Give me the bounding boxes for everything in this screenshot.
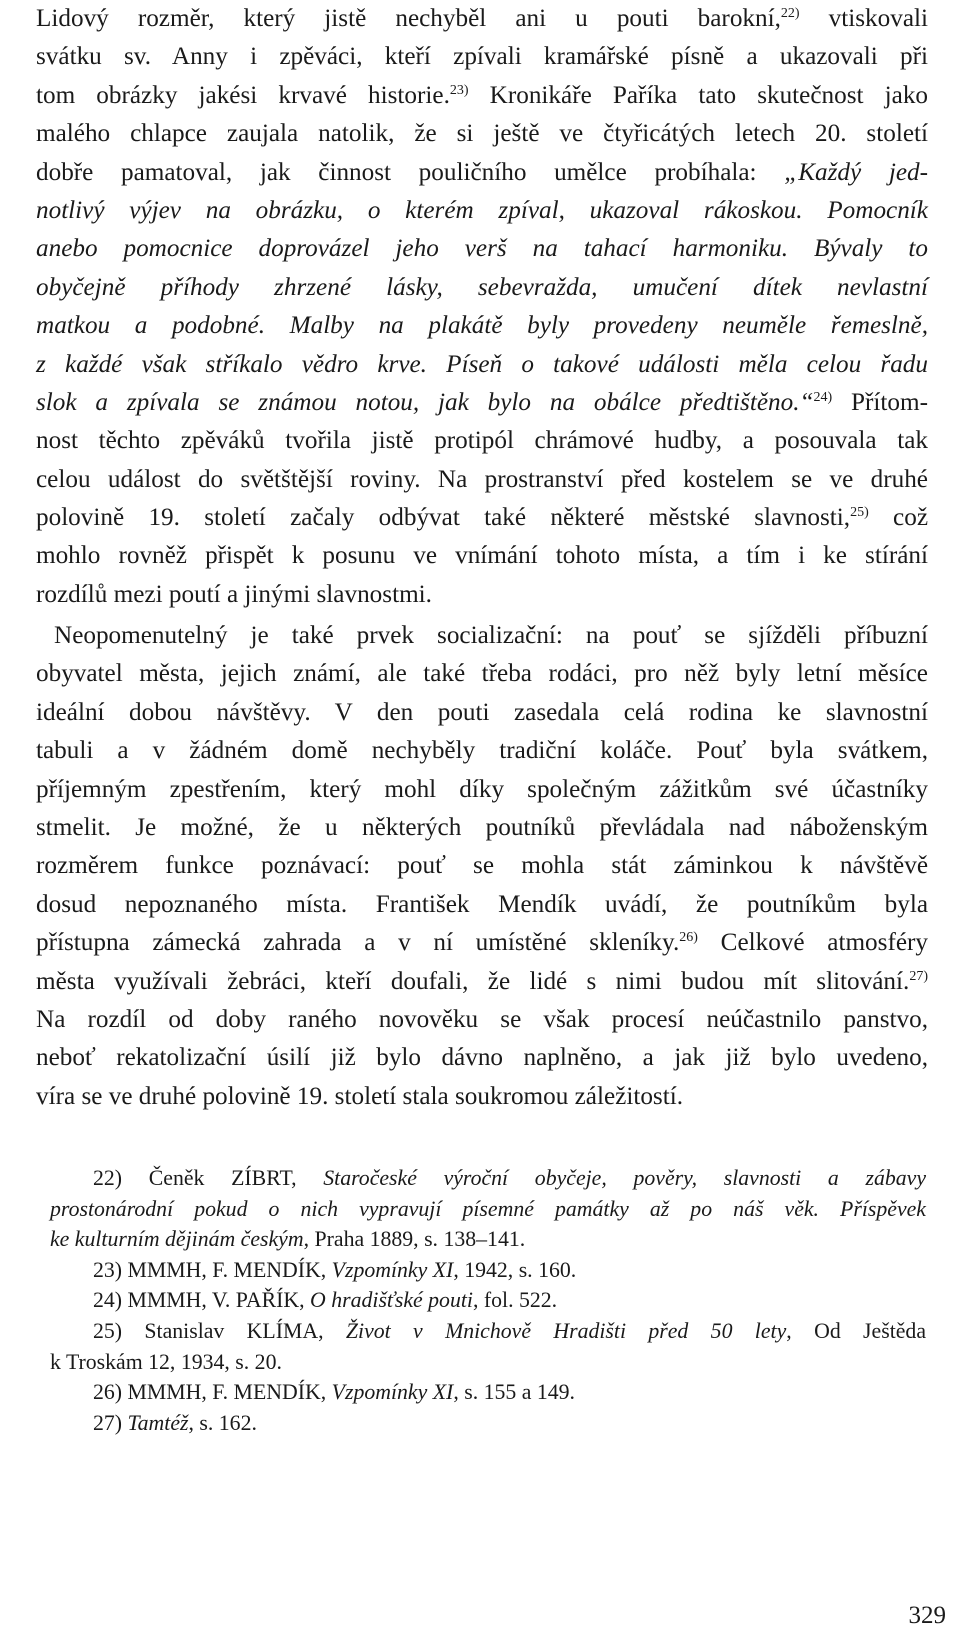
text-line: dosud nepoznaného místa. František Mendík uvádí, že poutníkům byla [36, 890, 928, 918]
footnote-ref-27[interactable]: 27) [909, 968, 928, 984]
text-line: města využívali žebráci, kteří doufali, že lidé s nimi budou mít slitování.$^{27)}$ [36, 967, 928, 995]
text-line: malého chlapce zaujala natolik, že si ještě ve čtyřicátých letech 20. století [36, 120, 928, 148]
text-line: rozdílů mezi poutí a jinými slavnostmi. [36, 580, 432, 608]
text-line: rozměrem funkce poznávací: pouť se mohla stát záminkou k návštěvě [36, 852, 928, 880]
footnote-25: 25) Stanislav KLÍMA, Život v Mnichově Hradišti před 50 lety, Od Ještěda [93, 1318, 927, 1343]
footnote-23: 23) MMMH, F. MENDÍK, Vzpomínky XI, 1942, s. 160. [93, 1257, 577, 1282]
body-paragraph-2 [36, 617, 928, 1116]
text-line: mohlo rovněž přispět k posunu ve vnímání tohoto místa, a tím i ke stírání [36, 542, 928, 570]
page-number: 329 [908, 1602, 946, 1629]
body-paragraph-1 [36, 0, 928, 614]
quote-line: anebo pomocnice doprovázel jeho verš na tahací harmoniku. Bývaly to [36, 235, 928, 263]
text-line: dobře pamatoval, jak činnost pouličního umělce probíhala: „Každý jed- [36, 158, 929, 186]
text-line: ideální dobou návštěvy. V den pouti zasedala celá rodina ke slavnostní [36, 698, 928, 726]
text-line: svátku sv. Anny i zpěváci, kteří zpívali kramářské písně a ukazovali při [36, 43, 928, 71]
footnote-ref-26[interactable]: 26) [679, 930, 698, 946]
footnote-26: 26) MMMH, F. MENDÍK, Vzpomínky XI, s. 155 a 149. [93, 1380, 576, 1405]
footnote-ref-25[interactable]: 25) [850, 505, 869, 521]
text-line: tabuli a v žádném domě nechyběly tradiční koláče. Pouť byla svátkem, [36, 737, 928, 765]
text-line: stmelit. Je možné, že u některých poutníků převládala nad náboženským [36, 813, 928, 841]
text-line: slok a zpívala se známou notou, jak bylo na obálce předtištěno.“$^{24)}$ Přítom- [36, 388, 928, 416]
footnotes [50, 1163, 926, 1438]
footnote-27: 27) Tamtéž, s. 162. [93, 1410, 257, 1435]
footnote-22: 22) Čeněk ZÍBRT, Staročeské výroční obyčeje, pověry, slavnosti a zábavy [93, 1166, 927, 1190]
quote-line: notlivý výjev na obrázku, o kterém zpíval, ukazoval rákoskou. Pomocník [36, 196, 928, 224]
text-line: neboť rekatolizační úsilí již bylo dávno naplněno, a jak již bylo uvedeno, [36, 1044, 928, 1072]
footnote-ref-24[interactable]: 24) [813, 389, 833, 405]
footnote-22-line: prostonárodní pokud o nich vypravují písemné památky až po náš věk. Příspěvek [50, 1196, 926, 1221]
text-line: celou událost do světštější roviny. Na prostranství před kostelem se ve druhé [36, 465, 928, 493]
footnote-22-line: ke kulturním dějinám českým, Praha 1889, s. 138–141. [50, 1227, 526, 1252]
text-line: víra se ve druhé polovině 19. století stala soukromou záležitostí. [36, 1082, 684, 1110]
text-line: polovině 19. století začaly odbývat také některé městské slavnosti,$^{25)}$ což [36, 504, 928, 532]
quote-line: matkou a podobné. Malby na plakátě byly provedeny neuměle řemeslně, [36, 312, 928, 340]
text-line: přístupna zámecká zahrada a v ní umístěné skleníky.$^{26)}$ Celkové atmosféry [36, 929, 928, 957]
footnote-24: 24) MMMH, V. PAŘÍK, O hradišťské pouti, fol. 522. [93, 1288, 558, 1313]
text-line: obyvatel města, jejich známí, ale také třeba rodáci, pro něž byly letní měsíce [36, 660, 928, 688]
text-line: tom obrázky jakési krvavé historie.$^{23)}$ Kronikáře Paříka tato skutečnost jako [36, 81, 929, 109]
footnote-ref-22[interactable]: 22) [780, 6, 800, 21]
text-line: příjemným zpestřením, který mohl díky společným zážitkům své účastníky [36, 775, 928, 803]
quote-line: z každé však stříkalo vědro krve. Píseň o takové události měla celou řadu [36, 350, 928, 378]
text-line: Na rozdíl od doby raného novověku se však procesí neúčastnilo panstvo, [36, 1005, 928, 1033]
quote-line: obyčejně příhody zhrzené lásky, sebevražda, umučení dítek nevlastní [36, 273, 928, 301]
text-line: Lidový rozměr, který jistě nechyběl ani u pouti barokní,$^{22)}$ vtiskovali [36, 5, 928, 32]
text-line: nost těchto zpěváků tvořila jistě protipól chrámové hudby, a posouvala tak [36, 427, 928, 455]
footnote-25-line: k Troskám 12, 1934, s. 20. [50, 1349, 282, 1374]
quote-text: „Každý jed- [784, 158, 929, 186]
text-line: Neopomenutelný je také prvek socializační: na pouť se sjížděli příbuzní [54, 622, 928, 649]
footnote-ref-23[interactable]: 23) [449, 82, 469, 98]
